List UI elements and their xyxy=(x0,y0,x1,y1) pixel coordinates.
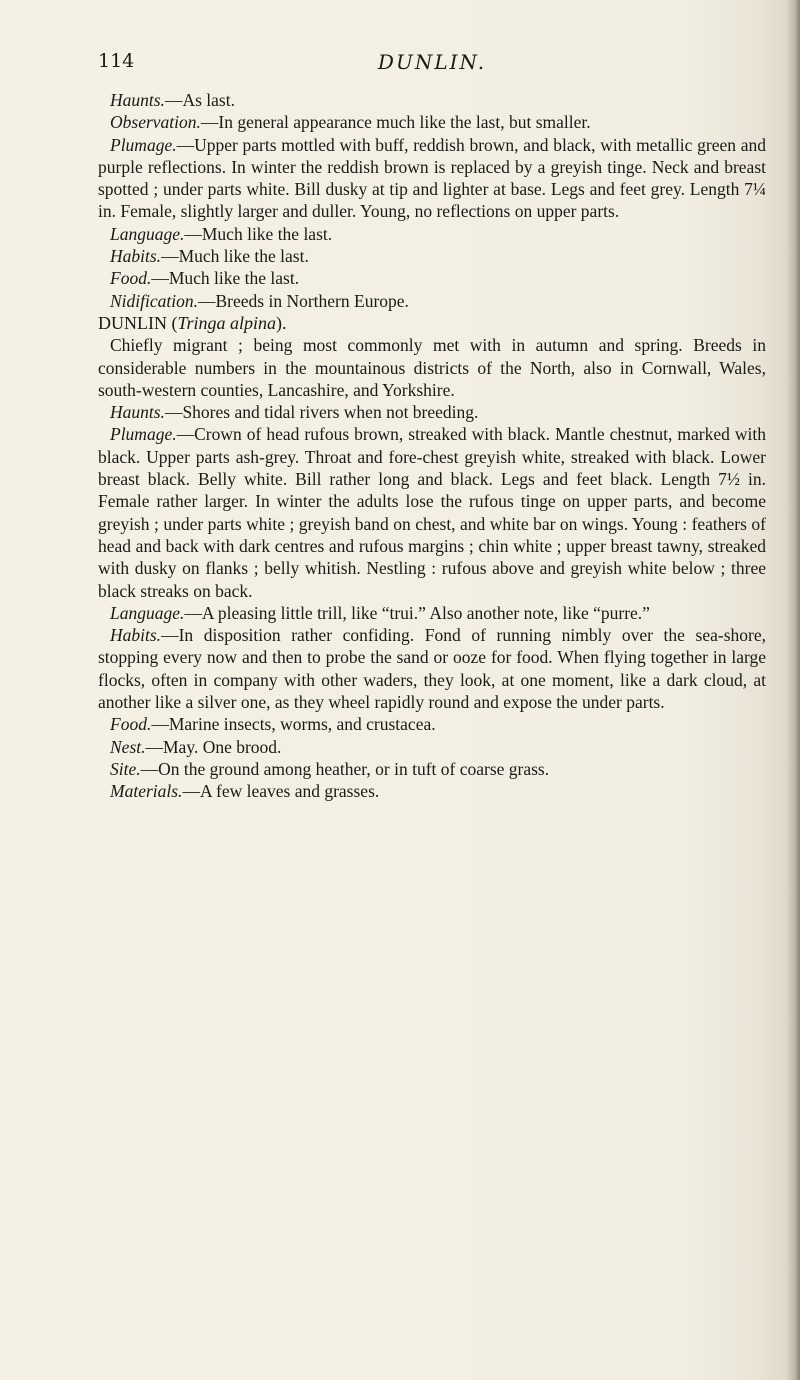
paragraph-habits xyxy=(98,624,766,713)
heading-latin-name: Tringa alpina xyxy=(177,312,277,333)
paragraph-label: Haunts. xyxy=(110,402,165,423)
page-number: 114 xyxy=(98,50,135,72)
paragraph-habits-previous xyxy=(98,245,766,267)
paragraph-observation xyxy=(98,111,766,133)
paragraph-text: —A few leaves and grasses. xyxy=(182,781,380,802)
paragraph-plumage xyxy=(98,423,766,601)
section-heading-dunlin xyxy=(98,312,766,334)
paragraph-intro: Chiefly migrant ; being most commonly met with in autumn and spring. Breeds in considerable numbers in the mountainous districts of the North, also in Cornwall, Wales, south-western counties, Lancashire, and Yorkshire. xyxy=(98,335,766,400)
paragraph-label: Nidification. xyxy=(110,290,198,311)
paragraph-food xyxy=(98,713,766,735)
paragraph-text: —Crown of head rufous brown, streaked with black. Mantle chestnut, marked with black. Upper parts ash-grey. Throat and fore-chest greyish white, streaked with black. Lower breast black. Belly white. Bill rather long and black. Legs and feet black. Length 7½ in. Female rather larger. In winter the adults lose the rufous tinge on upper parts, and become greyish ; under parts white ; greyish band on chest, and white bar on wings. Young : feathers of head and back with dark centres and rufous margins ; chin white ; upper breast tawny, streaked with dusky on flanks ; belly whitish. Nestling : rufous above and greyish white below ; three black streaks on back. xyxy=(98,424,766,601)
paragraph-food-previous xyxy=(98,267,766,289)
paragraph-text: —Marine insects, worms, and crustacea. xyxy=(151,714,436,735)
paragraph-text: —May. One brood. xyxy=(145,736,282,757)
paragraph-text: —A pleasing little trill, like “trui.” Also another note, like “purre.” xyxy=(184,602,650,623)
paragraph-text: —As last. xyxy=(164,90,235,110)
body-text xyxy=(98,89,766,803)
page-edge-shadow xyxy=(786,0,800,1380)
paragraph-language-previous xyxy=(98,223,766,245)
paragraph-label: Food. xyxy=(110,268,152,289)
paragraph-nidification xyxy=(98,290,766,312)
heading-name: DUNLIN ( xyxy=(98,312,178,333)
paragraph-label: Habits. xyxy=(110,246,162,267)
paragraph-site xyxy=(98,758,766,780)
paragraph-text: —Much like the last. xyxy=(161,246,309,267)
running-head xyxy=(98,50,766,76)
paragraph-label: Observation. xyxy=(110,112,201,133)
running-title: DUNLIN. xyxy=(377,50,487,74)
paragraph-haunts-previous xyxy=(98,89,766,111)
paragraph-text: —In disposition rather confiding. Fond of running nimbly over the sea-shore, stopping every now and then to probe the sand or ooze for food. When flying together in large flocks, often in company with other waders, they look, at one moment, like a dark cloud, at another like a silver one, as they wheel rapidly round and expose the under parts. xyxy=(98,625,766,713)
paragraph-label: Site. xyxy=(110,758,141,779)
paragraph-haunts xyxy=(98,401,766,423)
paragraph-text: —Shores and tidal rivers when not breeding. xyxy=(164,402,479,423)
paragraph-text: —Breeds in Northern Europe. xyxy=(198,290,409,311)
paragraph-label: Food. xyxy=(110,714,152,735)
paragraph-label: Plumage. xyxy=(110,134,177,155)
paragraph-label: Language. xyxy=(110,223,185,244)
paragraph-label: Materials. xyxy=(110,781,183,802)
paragraph-label: Plumage. xyxy=(110,424,177,445)
paragraph-label: Haunts. xyxy=(110,90,165,110)
paragraph-text: —Much like the last. xyxy=(151,268,300,289)
paragraph-text: —Upper parts mottled with buff, reddish brown, and black, with metallic green and purple reflections. In winter the reddish brown is replaced by a greyish tinge. Neck and breast spotted ; under parts white. Bill dusky at tip and lighter at base. Legs and feet grey. Length 7¼ in. Female, slightly larger and duller. Young, no reflections on upper parts. xyxy=(98,134,766,222)
paragraph-plumage-previous xyxy=(98,134,766,223)
paragraph-materials xyxy=(98,780,766,802)
heading-close: ). xyxy=(276,312,287,333)
paragraph-label: Language. xyxy=(110,602,185,623)
paragraph-text: —Much like the last. xyxy=(184,223,333,244)
paragraph-label: Nest. xyxy=(110,736,146,757)
paragraph-language xyxy=(98,602,766,624)
paragraph-text: —In general appearance much like the last, but smaller. xyxy=(200,112,591,133)
paragraph-nest xyxy=(98,736,766,758)
paragraph-label: Habits. xyxy=(110,625,162,646)
paragraph-text: —On the ground among heather, or in tuft of coarse grass. xyxy=(140,758,550,779)
